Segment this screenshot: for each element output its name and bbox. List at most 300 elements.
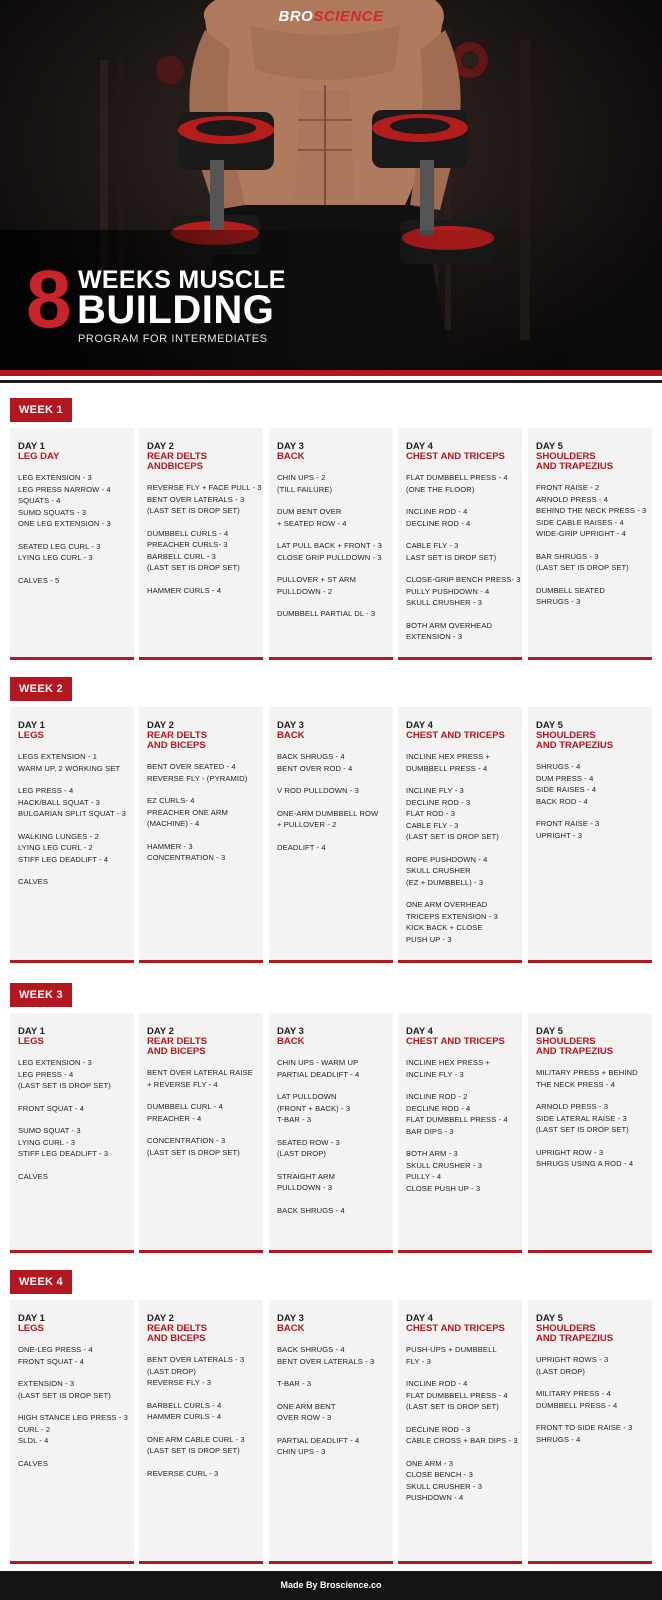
day-title-line: BACK	[277, 1323, 305, 1334]
day-title-line: CHEST AND TRICEPS	[406, 1036, 505, 1047]
exercise-item: SEATED ROW - 3	[277, 1137, 340, 1147]
day-label: DAY 2	[147, 1026, 174, 1037]
spacer	[277, 1080, 385, 1091]
day-label: DAY 5	[536, 720, 563, 731]
exercise-item: CLOSE-GRIP BENCH PRESS- 3	[406, 575, 521, 584]
day-title	[536, 1324, 644, 1344]
exercise-item: SEATED LEG CURL - 3	[18, 541, 101, 551]
exercise-item: PULLOVER + ST ARM	[277, 575, 357, 584]
day-title	[536, 452, 644, 472]
footer-credit[interactable]: Made By Broscience.co	[280, 1580, 382, 1590]
exercise-item: CALVES - 5	[18, 575, 60, 585]
exercise-item: ONE LEG EXTENSION - 3	[18, 519, 111, 528]
day-card	[10, 428, 134, 660]
exercise-item: SQUATS - 4	[18, 496, 61, 505]
exercise-item: DUMBBELL PARTIAL DL - 3	[277, 609, 376, 618]
exercise-item: STIFF LEG DEADLIFT - 4	[18, 854, 109, 864]
spacer	[406, 888, 514, 899]
exercise-item: (LAST SET IS DROP SET)	[147, 1446, 240, 1455]
exercise-item: ARNOLD PRESS - 4	[536, 494, 609, 504]
exercise-item: PREACHER ONE ARM	[147, 807, 228, 817]
spacer	[18, 865, 126, 876]
day-card	[139, 707, 263, 963]
spacer	[277, 1367, 385, 1378]
exercise-item: (LAST DROP)	[536, 1366, 586, 1376]
exercise-item: FRONT RAISE - 2	[536, 483, 600, 492]
exercise-item: PARTIAL DEADLIFT - 4	[277, 1069, 360, 1079]
exercise-item: + REVERSE FLY - 4	[147, 1079, 218, 1089]
exercise-item: FRONT SQUAT - 4	[18, 1103, 85, 1113]
spacer	[536, 1377, 644, 1388]
day-label: DAY 3	[277, 720, 304, 731]
exercise-item: CALVES	[18, 1458, 49, 1468]
day-card	[139, 1013, 263, 1253]
spacer	[277, 563, 385, 574]
exercise-item: BENT OVER LATERAL RAISE	[147, 1068, 253, 1077]
exercise-item: (TILL FAILURE)	[277, 484, 333, 494]
exercise-item: ROPE PUSHDOWN - 4	[406, 854, 488, 864]
exercise-item: PARTIAL DEADLIFT - 4	[277, 1435, 360, 1445]
exercise-item: BACK SHRUGS - 4	[277, 1345, 345, 1354]
exercise-item: WARM UP, 2 WORKING SET	[18, 763, 121, 773]
spacer	[277, 774, 385, 785]
spacer	[18, 1367, 126, 1378]
day-title-line: AND BICEPS	[147, 1046, 206, 1057]
exercise-item: BARBELL CURLS - 4	[147, 1400, 222, 1410]
spacer	[147, 784, 255, 795]
exercise-item: HAMMER CURLS - 4	[147, 585, 222, 595]
day-title-line: LEGS	[18, 1036, 44, 1047]
day-title-line: SHOULDERS	[536, 730, 596, 741]
exercise-item: BACK ROD - 4	[536, 796, 588, 806]
spacer	[277, 1194, 385, 1205]
exercise-item: CHIN UPS - 2	[277, 473, 326, 482]
exercise-item: BENT OVER LATERALS - 3	[277, 1356, 375, 1366]
day-card	[139, 428, 263, 660]
day-label: DAY 1	[18, 441, 45, 452]
exercise-item: PULLDOWN - 2	[277, 586, 333, 596]
exercise-item: PULLDOWN - 3	[277, 1183, 333, 1192]
exercise-item: (LAST SET IS DROP SET)	[18, 1081, 111, 1090]
day-card	[269, 1013, 393, 1253]
day-label: DAY 1	[18, 720, 45, 731]
spacer	[277, 831, 385, 842]
spacer	[536, 807, 644, 818]
day-card	[139, 1300, 263, 1564]
day-card	[269, 1300, 393, 1564]
spacer	[406, 563, 514, 574]
exercise-item: FRONT SQUAT - 4	[18, 1356, 85, 1366]
broscience-logo[interactable]	[0, 8, 662, 25]
exercise-item: DECLINE ROD - 4	[406, 1103, 471, 1113]
spacer	[147, 517, 255, 528]
day-title	[147, 452, 255, 472]
day-title	[277, 731, 385, 741]
spacer	[406, 1413, 514, 1424]
spacer	[277, 797, 385, 808]
exercise-item: HACK/BALL SQUAT - 3	[18, 797, 100, 807]
exercise-item: ONE ARM OVERHEAD	[406, 900, 488, 909]
day-title	[18, 452, 126, 462]
day-title-line: ANDBICEPS	[147, 461, 203, 472]
exercise-item: (LAST SET IS DROP SET)	[406, 1402, 499, 1411]
exercise-item: BACK SHRUGS - 4	[277, 1205, 345, 1215]
exercise-item: CONCENTRATION - 3	[147, 1136, 226, 1145]
day-title	[406, 731, 514, 741]
exercise-item: WIDE-GRIP UPRIGHT - 4	[536, 529, 626, 538]
exercise-item: DECLINE ROD - 4	[406, 518, 471, 528]
exercise-item: BARBELL CURL - 3	[147, 551, 216, 561]
exercise-item: CABLE CROSS + BAR DIPS - 3	[406, 1436, 518, 1445]
exercise-item: (ONE THE FLOOR)	[406, 484, 475, 494]
exercise-item: FLAT ROD - 3	[406, 809, 456, 818]
day-card	[528, 428, 652, 660]
spacer	[147, 1457, 255, 1468]
exercise-item: BULGARIAN SPLIT SQUAT - 3	[18, 809, 126, 818]
exercise-item: BOTH ARM OVERHEAD	[406, 620, 493, 630]
week-label: WEEK 4	[10, 1270, 72, 1294]
day-card	[528, 1013, 652, 1253]
exercise-item: BACK SHRUGS - 4	[277, 752, 345, 761]
exercise-item: INCLINE ROD - 4	[406, 507, 468, 516]
spacer	[277, 597, 385, 608]
exercise-item: HAMMER CURLS - 4	[147, 1412, 222, 1421]
exercise-item: SHRUGS USING A ROD - 4	[536, 1159, 634, 1168]
day-title	[277, 1324, 385, 1334]
day-title	[277, 452, 385, 462]
exercise-item: ONE-LEG PRESS - 4	[18, 1345, 93, 1354]
exercise-item: LAT PULLDOWN	[277, 1092, 337, 1101]
exercise-item: FLAT DUMBBELL PRESS - 4	[406, 1115, 508, 1124]
spacer	[406, 529, 514, 540]
exercise-item: SKULL CRUSHER - 3	[406, 1160, 483, 1170]
spacer	[406, 1447, 514, 1458]
day-card	[269, 428, 393, 660]
spacer	[277, 1126, 385, 1137]
day-title	[536, 1037, 644, 1057]
logo-text-bro: BRO	[278, 8, 314, 25]
spacer	[536, 574, 644, 585]
hero-banner	[0, 0, 662, 376]
day-label: DAY 5	[536, 441, 563, 452]
exercise-item: INCLINE ROD - 2	[406, 1092, 468, 1101]
exercise-item: INCLINE ROD - 4	[406, 1379, 468, 1388]
day-card	[269, 707, 393, 963]
exercise-item: + SEATED ROW - 4	[277, 518, 347, 528]
exercise-item: SIDE LATERAL RAISE - 3	[536, 1113, 627, 1123]
exercise-item: LEG PRESS - 4	[18, 1069, 74, 1079]
spacer	[277, 1424, 385, 1435]
exercise-item: DUM PRESS - 4	[536, 773, 594, 783]
exercise-item: INCLINE FLY - 3	[406, 786, 464, 795]
exercise-item: BEHIND THE NECK PRESS - 3	[536, 506, 647, 515]
exercise-item: (LAST DROP)	[277, 1149, 327, 1158]
exercise-item: UPRIGHT ROWS - 3	[536, 1355, 609, 1364]
exercise-item: CABLE FLY - 3	[406, 541, 459, 550]
day-title-line: REAR DELTS	[147, 1036, 207, 1047]
day-label: DAY 4	[406, 720, 433, 731]
spacer	[147, 1090, 255, 1101]
exercise-item: EXTENSION - 3	[406, 632, 463, 641]
exercise-item: LYING LEG CURL - 3	[18, 553, 93, 562]
spacer	[406, 1080, 514, 1091]
exercise-item: (LAST SET IS DROP SET)	[18, 1390, 111, 1400]
spacer	[536, 1090, 644, 1101]
day-title	[18, 1324, 126, 1334]
day-label: DAY 4	[406, 1026, 433, 1037]
exercise-item: CALVES	[18, 877, 49, 886]
day-title-line: CHEST AND TRICEPS	[406, 1323, 505, 1334]
exercise-item: LYING CURL - 3	[18, 1137, 76, 1147]
exercise-item: BENT OVER ROD - 4	[277, 763, 353, 773]
spacer	[147, 830, 255, 841]
day-card	[10, 1013, 134, 1253]
exercise-item: LEG PRESS NARROW - 4	[18, 484, 111, 494]
exercise-item: PUSH-UPS + DUMBBELL	[406, 1345, 497, 1354]
exercise-item: SIDE CABLE RAISES - 4	[536, 517, 624, 527]
day-label: DAY 3	[277, 1313, 304, 1324]
day-title	[18, 731, 126, 741]
exercise-item: LAST SET IS DROP SET)	[406, 552, 497, 562]
day-title	[536, 731, 644, 751]
exercise-item: SHRUGS - 4	[536, 1434, 581, 1444]
day-title-line: BACK	[277, 730, 305, 741]
exercise-item: PULLY PUSHDOWN - 4	[406, 586, 490, 596]
day-title-line: SHOULDERS	[536, 451, 596, 462]
exercise-item: DECLINE ROD - 3	[406, 1424, 471, 1434]
day-label: DAY 2	[147, 1313, 174, 1324]
exercise-item: REVERSE FLY + FACE PULL - 3	[147, 483, 262, 492]
day-title-line: AND BICEPS	[147, 1333, 206, 1344]
day-title	[147, 731, 255, 751]
day-title-line: LEGS	[18, 1323, 44, 1334]
exercise-item: PUSHDOWN - 4	[406, 1493, 464, 1502]
exercise-item: HIGH STANCE LEG PRESS - 3	[18, 1413, 128, 1422]
spacer	[18, 774, 126, 785]
exercise-item: HAMMER - 3	[147, 841, 193, 851]
day-title-line: BACK	[277, 451, 305, 462]
spacer	[536, 540, 644, 551]
exercise-item: LEG PRESS - 4	[18, 786, 74, 795]
exercise-item: CLOSE BENCH - 3	[406, 1470, 473, 1479]
exercise-item: LEG EXTENSION - 3	[18, 473, 92, 482]
exercise-item: KICK BACK + CLOSE	[406, 923, 483, 932]
exercise-item: DUMBBELL CURL - 4	[147, 1102, 223, 1111]
spacer	[18, 564, 126, 575]
exercise-item: SHRUGS - 4	[536, 762, 581, 771]
exercise-item: (LAST SET IS DROP SET)	[536, 1125, 629, 1134]
exercise-item: REVERSE CURL - 3	[147, 1468, 219, 1478]
week-label: WEEK 2	[10, 677, 72, 701]
day-label: DAY 1	[18, 1026, 45, 1037]
day-title-line: AND TRAPEZIUS	[536, 1333, 614, 1344]
exercise-item: MILITARY PRESS + BEHIND	[536, 1068, 638, 1077]
spacer	[18, 1092, 126, 1103]
exercise-item: ARNOLD PRESS - 3	[536, 1102, 609, 1111]
spacer	[18, 820, 126, 831]
exercise-item: SUMO SQUATS - 3	[18, 507, 87, 517]
exercise-item: EXTENSION - 3	[18, 1379, 75, 1388]
spacer	[18, 1114, 126, 1125]
title-subtitle: PROGRAM FOR INTERMEDIATES	[78, 333, 268, 345]
exercise-item: (LAST SET IS DROP SET)	[147, 563, 240, 572]
spacer	[277, 529, 385, 540]
exercise-item: CHIN UPS - 3	[277, 1447, 326, 1456]
week-label: WEEK 1	[10, 398, 72, 422]
spacer	[406, 1367, 514, 1378]
day-card	[398, 1300, 522, 1564]
day-title	[406, 1037, 514, 1047]
exercise-item: T-BAR - 3	[277, 1379, 312, 1388]
spacer	[277, 495, 385, 506]
spacer	[18, 1160, 126, 1171]
exercise-item: BAR DIPS - 3	[406, 1126, 454, 1136]
exercise-item: DUMBBELL CURLS - 4	[147, 528, 229, 538]
day-title-line: AND BICEPS	[147, 740, 206, 751]
exercise-item: SUMO SQUAT - 3	[18, 1126, 81, 1135]
spacer	[18, 530, 126, 541]
spacer	[406, 774, 514, 785]
day-title-line: AND TRAPEZIUS	[536, 461, 614, 472]
exercise-item: (LAST SET IS DROP SET)	[147, 506, 240, 515]
exercise-item: DUM BENT OVER	[277, 507, 342, 516]
exercise-item: LEGS EXTENSION - 1	[18, 752, 98, 761]
exercise-item: T-BAR - 3	[277, 1115, 312, 1124]
exercise-item: CABLE FLY - 3	[406, 820, 459, 830]
spacer	[406, 609, 514, 620]
exercise-item: ONE ARM - 3	[406, 1458, 454, 1468]
exercise-item: BENT OVER LATERALS - 3	[147, 1355, 245, 1364]
hero-divider-dark	[0, 380, 662, 383]
spacer	[406, 1137, 514, 1148]
exercise-item: PREACHER CURLS- 3	[147, 540, 228, 549]
day-title	[406, 452, 514, 462]
day-card	[528, 1300, 652, 1564]
spacer	[147, 574, 255, 585]
exercise-item: MILITARY PRESS - 4	[536, 1389, 611, 1398]
exercise-item: DUMBELL SEATED	[536, 585, 605, 595]
title-number: 8	[26, 254, 72, 345]
exercise-item: PREACHER - 4	[147, 1113, 202, 1123]
exercise-item: SHRUGS - 3	[536, 597, 581, 606]
day-title-line: REAR DELTS	[147, 730, 207, 741]
exercise-item: CLOSE GRIP PULLDOWN - 3	[277, 552, 382, 562]
logo-text-science: SCIENCE	[313, 8, 384, 25]
exercise-item: SKULL CRUSHER	[406, 866, 471, 875]
exercise-item: (MACHINE) - 4	[147, 819, 200, 828]
exercise-item: + PULLOVER - 2	[277, 820, 337, 829]
day-title	[18, 1037, 126, 1047]
day-label: DAY 4	[406, 1313, 433, 1324]
exercise-item: FLAT DUMBBELL PRESS - 4	[406, 473, 508, 482]
day-card	[528, 707, 652, 963]
exercise-item: LEG EXTENSION - 3	[18, 1058, 92, 1067]
day-title-line: CHEST AND TRICEPS	[406, 730, 505, 741]
exercise-item: OVER ROW - 3	[277, 1413, 332, 1422]
day-label: DAY 2	[147, 720, 174, 731]
exercise-item: LYING LEG CURL - 2	[18, 843, 93, 852]
exercise-item: CLOSE PUSH UP - 3	[406, 1183, 481, 1193]
exercise-item: CHIN UPS - WARM UP	[277, 1058, 359, 1067]
exercise-item: PULLY - 4	[406, 1172, 442, 1181]
exercise-item: CALVES	[18, 1171, 49, 1181]
day-title-line: AND TRAPEZIUS	[536, 1046, 614, 1057]
exercise-item: ONE-ARM DUMBBELL ROW	[277, 808, 379, 818]
spacer	[147, 1389, 255, 1400]
exercise-item: PUSH UP - 3	[406, 934, 452, 944]
exercise-item: LAT PULL BACK + FRONT - 3	[277, 541, 382, 550]
day-title	[277, 1037, 385, 1047]
spacer	[18, 1447, 126, 1458]
exercise-item: DEADLIFT - 4	[277, 842, 326, 852]
spacer	[277, 1390, 385, 1401]
exercise-item: TRICEPS EXTENSION - 3	[406, 911, 498, 921]
day-label: DAY 3	[277, 1026, 304, 1037]
exercise-item: BENT OVER SEATED - 4	[147, 762, 236, 771]
exercise-item: FLAT DUMBBELL PRESS - 4	[406, 1390, 508, 1400]
day-label: DAY 3	[277, 441, 304, 452]
day-title-line: LEGS	[18, 730, 44, 741]
exercise-item: UPRIGHT ROW - 3	[536, 1147, 604, 1157]
title-line-1: WEEKS MUSCLE	[78, 266, 286, 294]
title-line-2: BUILDING	[77, 288, 275, 332]
day-card	[398, 1013, 522, 1253]
exercise-item: STIFF LEG DEADLIFT - 3	[18, 1149, 109, 1158]
day-label: DAY 5	[536, 1026, 563, 1037]
exercise-item: UPRIGHT - 3	[536, 830, 583, 840]
day-title-line: SHOULDERS	[536, 1036, 596, 1047]
exercise-item: FRONT RAISE - 3	[536, 819, 600, 828]
exercise-item: REVERSE FLY - 3	[147, 1378, 212, 1387]
exercise-item: CONCENTRATION - 3	[147, 853, 226, 862]
day-title-line: REAR DELTS	[147, 1323, 207, 1334]
exercise-item: BOTH ARM - 3	[406, 1149, 458, 1158]
exercise-item: ONE ARM CABLE CURL - 3	[147, 1434, 245, 1444]
exercise-item: SIDE RAISES - 4	[536, 785, 597, 794]
day-title-line: AND TRAPEZIUS	[536, 740, 614, 751]
exercise-item: (FRONT + BACK) - 3	[277, 1103, 351, 1113]
day-title	[147, 1324, 255, 1344]
exercise-item: BAR SHRUGS - 3	[536, 551, 599, 561]
spacer	[536, 1136, 644, 1147]
exercise-item: (LAST DROP)	[147, 1366, 197, 1376]
exercise-item: SKULL CRUSHER - 3	[406, 1481, 483, 1491]
day-card	[398, 428, 522, 660]
exercise-item: DUMBBELL PRESS - 4	[406, 763, 488, 773]
exercise-item: SKULL CRUSHER - 3	[406, 598, 483, 607]
day-title-line: REAR DELTS	[147, 451, 207, 462]
day-label: DAY 2	[147, 441, 174, 452]
spacer	[406, 495, 514, 506]
exercise-item: REVERSE FLY - (PYRAMID)	[147, 773, 248, 783]
exercise-item: (LAST SET IS DROP SET)	[147, 1147, 240, 1157]
day-title	[147, 1037, 255, 1057]
exercise-item: INCLINE HEX PRESS +	[406, 752, 490, 761]
exercise-item: FLY - 3	[406, 1356, 431, 1366]
exercise-item: EZ CURLS- 4	[147, 796, 195, 805]
exercise-item: (LAST SET IS DROP SET)	[536, 563, 629, 572]
exercise-item: STRAIGHT ARM	[277, 1171, 336, 1181]
exercise-item: DECLINE ROD - 3	[406, 797, 471, 807]
exercise-item: V ROD PULLDOWN - 3	[277, 786, 359, 795]
exercise-item: THE NECK PRESS - 4	[536, 1079, 616, 1089]
day-card	[10, 1300, 134, 1564]
spacer	[536, 1411, 644, 1422]
exercise-item: INCLINE FLY - 3	[406, 1069, 464, 1079]
spacer	[147, 1423, 255, 1434]
exercise-item: (LAST SET IS DROP SET)	[406, 832, 499, 841]
day-title-line: BACK	[277, 1036, 305, 1047]
